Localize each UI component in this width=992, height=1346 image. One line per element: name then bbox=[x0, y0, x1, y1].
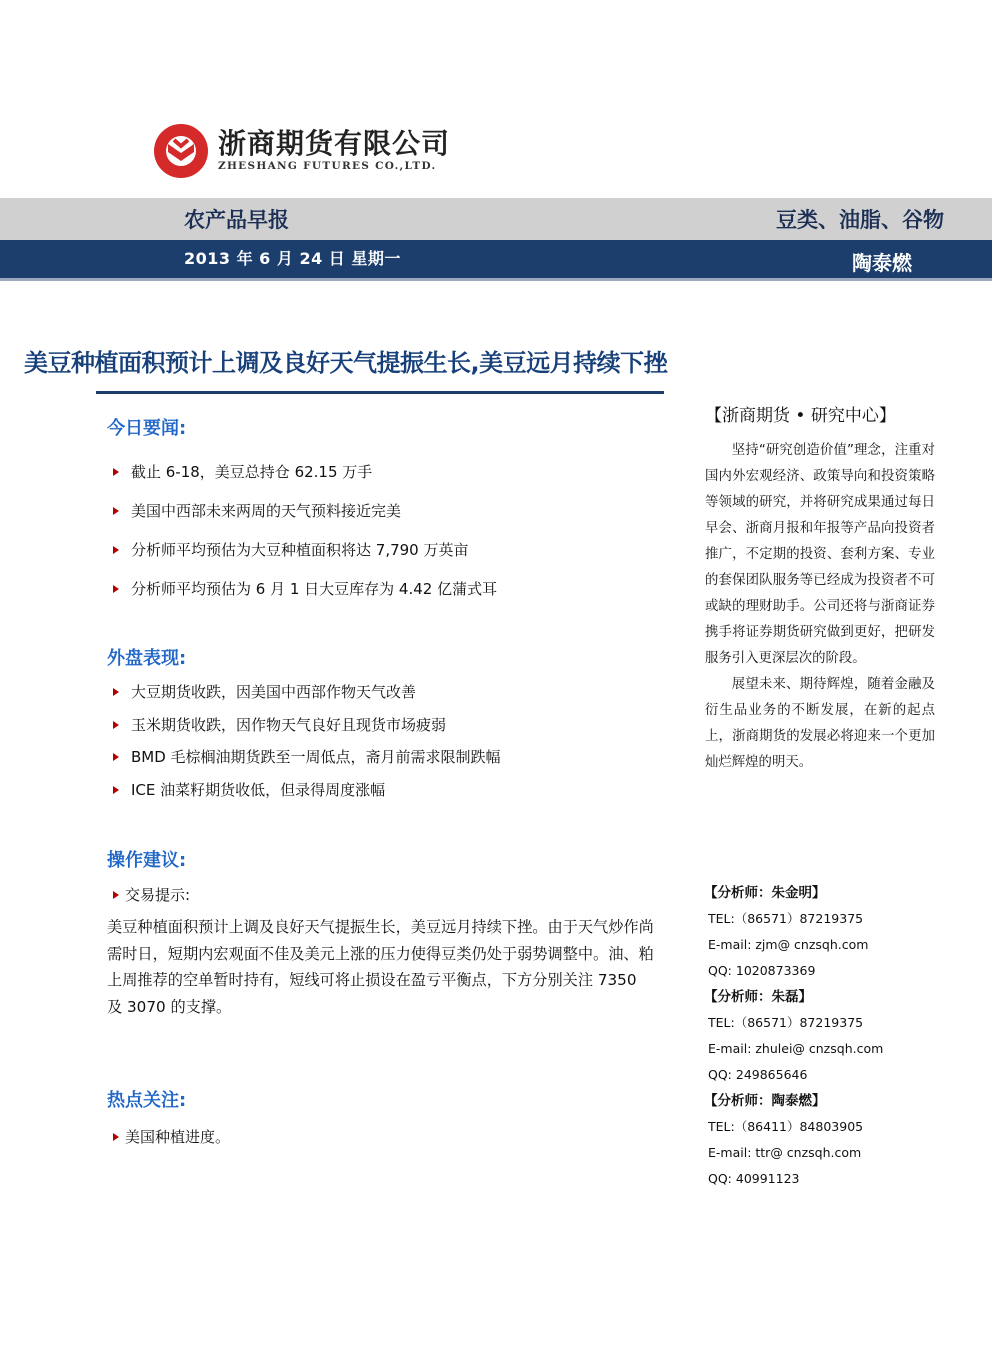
list-item: 美国中西部未来两周的天气预料接近完美 bbox=[113, 500, 401, 521]
advice-section-title: 操作建议: bbox=[107, 850, 187, 871]
analyst-email: E-mail: zjm@ cnzsqh.com bbox=[708, 937, 869, 952]
headline-underline bbox=[96, 391, 664, 394]
analyst-contacts bbox=[704, 880, 968, 1192]
list-item: 截止 6-18，美豆总持仓 62.15 万手 bbox=[113, 461, 372, 482]
report-author: 陶泰燃 bbox=[852, 251, 912, 275]
analyst-email: E-mail: zhulei@ cnzsqh.com bbox=[708, 1041, 884, 1056]
analyst-tel: TEL:（86571）87219375 bbox=[708, 911, 864, 926]
analyst-qq: QQ: 1020873369 bbox=[708, 963, 816, 978]
list-item: 美国种植进度。 bbox=[113, 1126, 230, 1147]
bullet-arrow-icon bbox=[113, 721, 119, 729]
page-title: 美豆种植面积预计上调及良好天气提振生长,美豆远月持续下挫 bbox=[24, 349, 668, 377]
research-center-title: 【浙商期货 • 研究中心】 bbox=[705, 406, 896, 426]
bullet-arrow-icon bbox=[113, 688, 119, 696]
hot-section-title: 热点关注: bbox=[107, 1090, 187, 1111]
foreign-section-title: 外盘表现: bbox=[107, 648, 187, 669]
analyst-qq: QQ: 40991123 bbox=[708, 1171, 800, 1186]
report-type: 农产品早报 bbox=[184, 208, 289, 232]
advice-paragraph: 美豆种植面积预计上调及良好天气提振生长，美豆远月持续下挫。由于天气炒作尚需时日，短期内宏观面不佳及美元上涨的压力使得豆类仍处于弱势调整中。油、粕上周推荐的空单暂时持有，短线可将止损设在盈亏平衡点，下方分别关注 7350 及 3070 的支撑。 bbox=[107, 918, 654, 1016]
bullet-arrow-icon bbox=[113, 786, 119, 794]
analyst-qq: QQ: 249865646 bbox=[708, 1067, 808, 1082]
header-divider bbox=[0, 278, 992, 281]
company-name-en: ZHESHANG FUTURES CO.,LTD. bbox=[218, 160, 437, 172]
bullet-arrow-icon bbox=[113, 468, 119, 476]
analyst-email: E-mail: ttr@ cnzsqh.com bbox=[708, 1145, 862, 1160]
analyst-tel: TEL:（86411）84803905 bbox=[708, 1119, 864, 1134]
analyst-name: 【分析师：朱磊】 bbox=[704, 989, 812, 1005]
list-item: BMD 毛棕榈油期货跌至一周低点，斋月前需求限制跌幅 bbox=[113, 746, 501, 767]
trade-tip-label: 交易提示: bbox=[113, 884, 190, 905]
analyst-name: 【分析师：陶泰燃】 bbox=[704, 1093, 826, 1109]
bullet-arrow-icon bbox=[113, 507, 119, 515]
analyst-name: 【分析师：朱金明】 bbox=[704, 885, 826, 901]
bullet-arrow-icon bbox=[113, 546, 119, 554]
bullet-arrow-icon bbox=[113, 585, 119, 593]
list-item: 玉米期货收跌，因作物天气良好且现货市场疲弱 bbox=[113, 714, 446, 735]
intro-paragraph: 坚持“研究创造价值”理念，注重对国内外宏观经济、政策导向和投资策略等领域的研究，并将研究成果通过每日早会、浙商月报和年报等产品向投资者推广，不定期的投资、套利方案、专业的套保团队服务等已经成为投资者不可或缺的理财助手。公司还将与浙商证券携手将证券期货研究做到更好，把研发服务引入更深层次的阶段。 bbox=[705, 443, 935, 666]
company-intro bbox=[705, 438, 935, 776]
analyst-tel: TEL:（86571）87219375 bbox=[708, 1015, 864, 1030]
list-item: 大豆期货收跌，因美国中西部作物天气改善 bbox=[113, 681, 416, 702]
list-item: ICE 油菜籽期货收低，但录得周度涨幅 bbox=[113, 779, 385, 800]
company-name-cn: 浙商期货有限公司 bbox=[218, 127, 451, 160]
bullet-arrow-icon bbox=[113, 891, 119, 899]
report-category: 豆类、油脂、谷物 bbox=[776, 208, 944, 232]
intro-paragraph: 展望未来、期待辉煌，随着金融及衍生品业务的不断发展，在新的起点上，浙商期货的发展必将迎来一个更加灿烂辉煌的明天。 bbox=[705, 677, 935, 770]
bullet-arrow-icon bbox=[113, 753, 119, 761]
company-logo-icon bbox=[152, 122, 210, 180]
bullet-arrow-icon bbox=[113, 1133, 119, 1141]
header-blue-band bbox=[0, 240, 992, 278]
news-section-title: 今日要闻: bbox=[107, 418, 187, 439]
report-date: 2013 年 6 月 24 日 星期一 bbox=[184, 249, 401, 268]
list-item: 分析师平均预估为大豆种植面积将达 7,790 万英亩 bbox=[113, 539, 468, 560]
list-item: 分析师平均预估为 6 月 1 日大豆库存为 4.42 亿蒲式耳 bbox=[113, 578, 497, 599]
